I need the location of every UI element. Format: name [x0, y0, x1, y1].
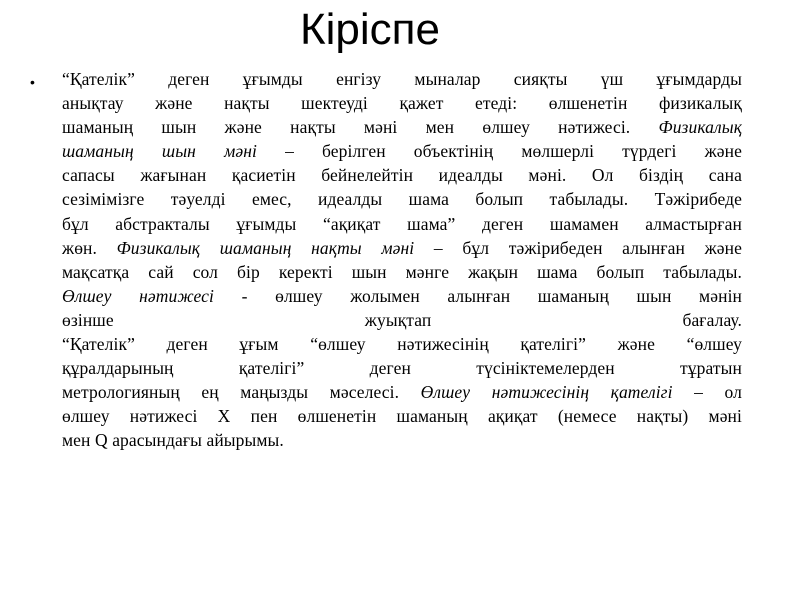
text-line: мақсатқа сай сол бір керекті шын мәнге жақын шама болып табылады.: [62, 261, 742, 282]
text-line: сезімімізге тәуелді емес, идеалды шама болып табылады. Тәжірибеде: [62, 189, 742, 210]
text-line: құралдарының қателігі” деген түсініктемелерден тұратын: [62, 358, 742, 379]
italic-term: шаманың шын мәні: [62, 141, 257, 162]
italic-term: Физикалық шаманың нақты мәні: [116, 237, 415, 258]
text-line: өзінше жуықтап бағалау.: [62, 309, 742, 330]
italic-term: Өлшеу нәтижесі: [62, 285, 214, 306]
text-line: анықтау және нақты шектеуді қажет етеді: өлшенетін физикалық: [62, 93, 742, 114]
text-line: шаманың шын және нақты мәні мен өлшеу нәтижесі. Физикалық: [62, 117, 743, 138]
text-line: “Қателік” деген ұғым “өлшеу нәтижесінің қателігі” және “өлшеу: [62, 334, 742, 355]
bullet-icon: •: [30, 74, 35, 90]
text-line: өлшеу нәтижесі Х пен өлшенетін шаманың ақиқат (немесе нақты) мәні: [62, 406, 742, 427]
text-line: Өлшеу нәтижесі - өлшеу жолымен алынған шаманың шын мәнін: [62, 285, 742, 306]
slide-title: Кіріспе: [300, 5, 440, 54]
body-paragraph: [62, 67, 742, 453]
text-line: метрологияның ең маңызды мәселесі. Өлшеу нәтижесінің қателігі – ол: [62, 382, 742, 403]
text-line: “Қателік” деген ұғымды енгізу мыналар сияқты үш ұғымдарды: [62, 69, 742, 89]
text-line: шаманың шын мәні – берілген объектінің мөлшерлі түрдегі және: [62, 141, 742, 162]
text-line: мен Q арасындағы айырымы.: [62, 430, 284, 451]
italic-term: Физикалық: [658, 117, 743, 138]
text-line: бұл абстракталы ұғымды “ақиқат шама” деген шамамен алмастырған: [62, 213, 742, 234]
text-line: жөн. Физикалық шаманың нақты мәні – бұл тәжірибеден алынған және: [62, 237, 742, 258]
italic-term: Өлшеу нәтижесінің қателігі: [420, 382, 673, 403]
text-line: сапасы жағынан қасиетін бейнелейтін идеалды мәні. Ол біздің сана: [62, 165, 742, 186]
